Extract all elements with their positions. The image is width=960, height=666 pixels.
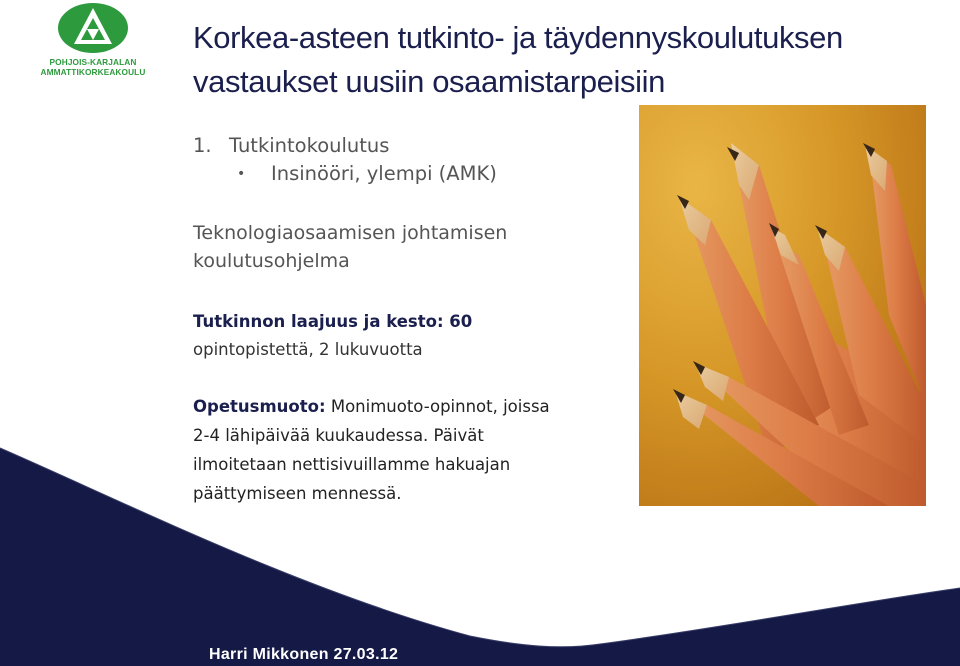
format-text-4: päättymiseen mennessä. <box>193 484 402 503</box>
format-text-3: ilmoitetaan nettisivuillamme hakuajan <box>193 455 511 474</box>
format-text-1: Monimuoto-opinnot, joissa <box>325 397 550 416</box>
slide-title-line1: Korkea-asteen tutkinto- ja täydennyskoulutuksen <box>193 20 843 55</box>
bullet-item-text: Insinööri, ylempi (AMK) <box>271 162 497 185</box>
program-name-line1: Teknologiaosaamisen johtamisen <box>193 222 508 244</box>
program-name <box>193 219 623 275</box>
format-label: Opetusmuoto: <box>193 397 326 416</box>
scope-label-text: Tutkinnon laajuus ja kesto: <box>193 312 444 331</box>
logo-emblem-icon <box>56 2 130 54</box>
scope-paragraph <box>193 308 613 364</box>
pencils-photo <box>639 105 926 506</box>
pkamk-logo <box>38 2 148 78</box>
bullet-list-item <box>237 161 497 187</box>
logo-text-line2: AMMATTIKORKEAKOULU <box>40 67 146 77</box>
numbered-item-text: Tutkintokoulutus <box>229 134 390 157</box>
scope-value-number: 60 <box>443 312 473 331</box>
list-number: 1. <box>193 134 212 157</box>
scope-label <box>193 312 472 331</box>
slide-title <box>193 16 953 104</box>
numbered-list-item <box>193 133 389 159</box>
slide-title-line2: vastaukset uusiin osaamistarpeisiin <box>193 64 665 99</box>
footer-author-date: Harri Mikkonen 27.03.12 <box>209 646 399 663</box>
program-name-line2: koulutusohjelma <box>193 250 350 272</box>
scope-value-text: opintopistettä, 2 lukuvuotta <box>193 340 423 359</box>
logo-text-line1: POHJOIS-KARJALAN <box>49 57 137 67</box>
bullet-icon: • <box>237 166 246 182</box>
format-paragraph <box>193 392 623 508</box>
format-text-2: 2-4 lähipäivää kuukaudessa. Päivät <box>193 426 484 445</box>
